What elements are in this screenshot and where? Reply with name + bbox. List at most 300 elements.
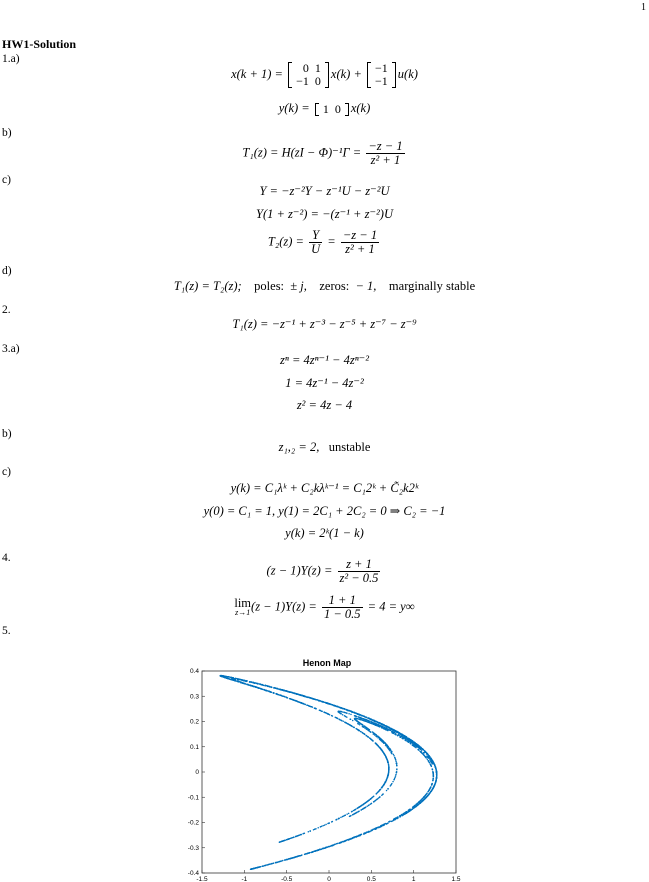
henon-point <box>257 683 259 685</box>
henon-point <box>284 859 286 861</box>
henon-point <box>434 764 436 766</box>
henon-point <box>263 689 265 691</box>
henon-point <box>436 773 438 775</box>
henon-point <box>378 826 380 828</box>
henon-point <box>310 697 312 699</box>
henon-map-chart <box>175 655 475 882</box>
henon-point <box>322 825 324 827</box>
henon-point <box>297 835 299 837</box>
henon-point <box>377 792 379 794</box>
henon-point <box>420 799 422 801</box>
henon-point <box>431 783 433 785</box>
henon-point <box>381 726 383 728</box>
henon-point <box>308 831 310 833</box>
henon-point <box>384 824 386 826</box>
henon-point <box>407 811 409 813</box>
henon-point <box>366 727 368 729</box>
henon-point <box>312 851 314 853</box>
henon-point <box>400 737 402 739</box>
henon-point <box>379 796 381 798</box>
henon-point <box>393 732 395 734</box>
henon-point <box>355 809 357 811</box>
henon-point <box>399 816 401 818</box>
henon-point <box>287 859 289 861</box>
henon-point <box>342 714 344 716</box>
henon-point <box>325 712 327 714</box>
henon-point <box>387 761 389 763</box>
label-1c: c) <box>2 174 11 186</box>
henon-point <box>309 706 311 708</box>
henon-point <box>382 727 384 729</box>
henon-point <box>244 683 246 685</box>
henon-point <box>283 696 285 698</box>
henon-point <box>319 849 321 851</box>
henon-point <box>361 809 363 811</box>
henon-point <box>372 797 374 799</box>
henon-point <box>351 811 353 813</box>
henon-point <box>387 730 389 732</box>
equation-1d: T₁(z) = T₂(z); poles: ± j, zeros: − 1, marginally stable <box>173 279 476 293</box>
henon-point <box>357 721 359 723</box>
equation-2: T₁(z) = −z⁻¹ + z⁻³ − z⁻⁵ + z⁻⁷ − z⁻⁹ <box>232 317 417 331</box>
matrix-phi: 0 1 −1 0 <box>288 62 329 88</box>
henon-point <box>371 721 373 723</box>
henon-point <box>360 731 362 733</box>
henon-point <box>278 688 280 690</box>
henon-point <box>432 780 434 782</box>
henon-point <box>379 747 381 749</box>
henon-point <box>258 866 260 868</box>
henon-point <box>386 780 388 782</box>
henon-point <box>297 694 299 696</box>
henon-point <box>396 763 398 765</box>
henon-point <box>308 852 310 854</box>
equation-4-1: (z − 1)Y(z) = $\frac{z + 1}{\text{z² − 0.5}}$ <box>266 557 379 585</box>
henon-point <box>340 720 342 722</box>
henon-point <box>234 679 236 681</box>
henon-point <box>418 749 420 751</box>
henon-point <box>298 701 300 703</box>
henon-point <box>379 737 381 739</box>
x-tick-label: 0.5 <box>366 876 376 882</box>
henon-point <box>361 717 363 719</box>
henon-point <box>384 754 386 756</box>
henon-point <box>267 690 269 692</box>
equation-3c-1: y(k) = C₁λᵏ + C₂kλᵏ⁻¹ = C₁2ᵏ + C̃₂k2ᵏ <box>230 481 419 495</box>
equation-3a-2: 1 = 4z⁻¹ − 4z⁻² <box>285 376 364 390</box>
equation-3a-3: z² = 4z − 4 <box>296 398 353 412</box>
henon-point <box>364 719 366 721</box>
henon-point <box>262 684 264 686</box>
x-tick-label: 0 <box>327 876 331 882</box>
henon-point <box>351 725 353 727</box>
henon-point <box>366 806 368 808</box>
henon-point <box>246 684 248 686</box>
henon-point <box>265 685 267 687</box>
henon-point <box>364 832 366 834</box>
henon-point <box>368 730 370 732</box>
henon-point <box>383 741 385 743</box>
henon-point <box>395 734 397 736</box>
henon-point <box>302 695 304 697</box>
henon-point <box>255 686 257 688</box>
henon-point <box>361 724 363 726</box>
henon-point <box>269 686 271 688</box>
henon-point <box>346 709 348 711</box>
henon-point <box>387 747 389 749</box>
x-tick-label: -0.5 <box>281 876 293 882</box>
henon-point <box>375 828 377 830</box>
equation-1c-3: T₂(z) = $\frac{Y}{U}$ = $\frac{-z - 1}{\text{z² + 1}}$ <box>267 228 378 256</box>
henon-point <box>326 702 328 704</box>
henon-point <box>348 839 350 841</box>
label-3a: 3.a) <box>2 343 20 355</box>
henon-point <box>405 812 407 814</box>
henon-point <box>427 795 429 797</box>
henon-point <box>369 720 371 722</box>
henon-point <box>366 717 368 719</box>
henon-point <box>387 775 389 777</box>
label-3b: b) <box>2 428 12 440</box>
henon-point <box>381 750 383 752</box>
henon-point <box>276 862 278 864</box>
henon-point <box>416 803 418 805</box>
henon-point <box>411 742 413 744</box>
y-tick-label: -0.4 <box>187 870 199 878</box>
henon-point <box>436 777 438 779</box>
henon-point <box>409 741 411 743</box>
henon-point <box>375 742 377 744</box>
henon-point <box>309 697 311 699</box>
henon-point <box>315 708 317 710</box>
equation-1a-state: x(k + 1) = 0 1 −1 0 x(k) + −1 −1 u(k) <box>231 61 418 88</box>
henon-point <box>324 847 326 849</box>
henon-point <box>379 739 381 741</box>
henon-point <box>388 771 390 773</box>
henon-point <box>252 685 254 687</box>
henon-point <box>356 720 358 722</box>
henon-point <box>367 728 369 730</box>
henon-point <box>353 727 355 729</box>
henon-point <box>387 788 389 790</box>
henon-point <box>430 787 432 789</box>
henon-point <box>394 776 396 778</box>
henon-point <box>434 783 436 785</box>
henon-point <box>281 695 283 697</box>
equation-3a-1: zⁿ = 4zⁿ⁻¹ − 4zⁿ⁻² <box>280 353 369 367</box>
henon-point <box>381 723 383 725</box>
henon-point <box>290 691 292 693</box>
henon-point <box>432 768 434 770</box>
henon-point <box>358 714 360 716</box>
label-4: 4. <box>2 552 11 564</box>
henon-point <box>347 723 349 725</box>
henon-point <box>364 726 366 728</box>
henon-point <box>306 704 308 706</box>
henon-point <box>416 745 418 747</box>
henon-point <box>306 696 308 698</box>
henon-point <box>355 836 357 838</box>
matrix-h: 1 0 <box>315 103 349 116</box>
henon-point <box>300 834 302 836</box>
henon-point <box>387 777 389 779</box>
henon-point <box>388 763 390 765</box>
henon-point <box>376 744 378 746</box>
equation-4-2: lim z→1 (z − 1)Y(z) = $\frac{1 + 1}{1 - 0.5}$ = 4 = y∞ <box>234 593 415 621</box>
x-tick-label: -1.5 <box>196 876 208 882</box>
henon-point <box>317 849 319 851</box>
henon-point <box>425 751 427 753</box>
henon-point <box>378 726 380 728</box>
henon-point <box>371 803 373 805</box>
henon-point <box>428 761 430 763</box>
henon-point <box>424 798 426 800</box>
henon-point <box>427 759 429 761</box>
henon-point <box>365 720 367 722</box>
henon-point <box>417 747 419 749</box>
henon-point <box>390 784 392 786</box>
henon-point <box>276 693 278 695</box>
henon-point <box>391 730 393 732</box>
henon-point <box>431 758 433 760</box>
henon-point <box>271 863 273 865</box>
henon-point <box>292 699 294 701</box>
henon-point <box>393 755 395 757</box>
henon-point <box>291 692 293 694</box>
henon-point <box>342 816 344 818</box>
henon-point <box>236 680 238 682</box>
henon-point <box>384 727 386 729</box>
henon-point <box>367 721 369 723</box>
henon-point <box>417 744 419 746</box>
henon-point <box>357 718 359 720</box>
henon-point <box>393 754 395 756</box>
henon-point <box>381 739 383 741</box>
henon-point <box>357 835 359 837</box>
henon-point <box>286 839 288 841</box>
henon-point <box>385 782 387 784</box>
equation-3c-3: y(k) = 2ᵏ(1 − k) <box>285 526 364 540</box>
henon-point <box>340 707 342 709</box>
henon-point <box>346 839 348 841</box>
henon-point <box>286 697 288 699</box>
henon-point <box>261 688 263 690</box>
henon-point <box>386 790 388 792</box>
henon-point <box>282 689 284 691</box>
henon-point <box>359 835 361 837</box>
henon-point <box>395 759 397 761</box>
henon-point <box>226 676 228 678</box>
henon-point <box>291 857 293 859</box>
henon-point <box>294 857 296 859</box>
henon-point <box>391 753 393 755</box>
henon-point <box>386 823 388 825</box>
henon-point <box>373 733 375 735</box>
henon-point <box>348 713 350 715</box>
y-tick-label: 0.4 <box>189 668 199 676</box>
henon-point <box>290 698 292 700</box>
chart-title: Henon Map <box>302 658 352 668</box>
henon-point <box>321 826 323 828</box>
henon-point <box>315 699 317 701</box>
henon-point <box>382 786 384 788</box>
henon-point <box>298 855 300 857</box>
henon-point <box>273 692 275 694</box>
equation-1a-output: y(k) = 1 0 x(k) <box>278 101 371 116</box>
henon-point <box>280 861 282 863</box>
x-tick-label: 1.5 <box>451 876 461 882</box>
henon-point <box>370 731 372 733</box>
henon-point <box>336 705 338 707</box>
henon-point <box>265 690 267 692</box>
henon-point <box>404 813 406 815</box>
henon-point <box>385 725 387 727</box>
henon-point <box>421 750 423 752</box>
henon-point <box>384 742 386 744</box>
henon-point <box>243 679 245 681</box>
henon-point <box>354 718 356 720</box>
henon-point <box>423 796 425 798</box>
henon-point <box>381 794 383 796</box>
henon-point <box>359 717 361 719</box>
henon-point <box>368 805 370 807</box>
label-3c: c) <box>2 466 11 478</box>
y-tick-label: -0.2 <box>187 819 199 827</box>
henon-point <box>379 789 381 791</box>
henon-point <box>362 718 364 720</box>
henon-point <box>386 744 388 746</box>
henon-point <box>339 842 341 844</box>
henon-point <box>352 711 354 713</box>
plot-area <box>202 671 456 873</box>
henon-point <box>388 767 390 769</box>
henon-point <box>314 828 316 830</box>
henon-point <box>436 772 438 774</box>
henon-point <box>373 801 375 803</box>
henon-point <box>289 858 291 860</box>
henon-point <box>321 848 323 850</box>
henon-point <box>327 713 329 715</box>
henon-point <box>386 758 388 760</box>
henon-point <box>427 791 429 793</box>
henon-point <box>383 724 385 726</box>
henon-point <box>382 740 384 742</box>
henon-point <box>259 683 261 685</box>
henon-point <box>389 747 391 749</box>
henon-point <box>302 833 304 835</box>
henon-point <box>295 700 297 702</box>
henon-point <box>305 704 307 706</box>
henon-point <box>433 775 435 777</box>
henon-point <box>374 722 376 724</box>
henon-point <box>260 688 262 690</box>
henon-point <box>402 734 404 736</box>
henon-point <box>429 788 431 790</box>
henon-point <box>324 824 326 826</box>
y-tick-label: 0.1 <box>189 743 199 751</box>
henon-point <box>376 721 378 723</box>
henon-point <box>246 680 248 682</box>
henon-point <box>401 737 403 739</box>
henon-point <box>431 761 433 763</box>
henon-point <box>354 712 356 714</box>
henon-point <box>373 720 375 722</box>
henon-point <box>412 808 414 810</box>
henon-point <box>370 718 372 720</box>
henon-point <box>388 769 390 771</box>
henon-point <box>417 805 419 807</box>
henon-point <box>396 765 398 767</box>
henon-point <box>284 839 286 841</box>
henon-point <box>344 840 346 842</box>
equation-1b: T₁(z) = H(zI − Φ)⁻¹Γ = $\frac{-z - 1}{\text{z² + 1}}$ <box>242 139 403 167</box>
henon-point <box>338 818 340 820</box>
henon-point <box>362 733 364 735</box>
henon-point <box>391 821 393 823</box>
henon-point <box>352 814 354 816</box>
henon-point <box>287 691 289 693</box>
henon-point <box>377 745 379 747</box>
henon-point <box>242 682 244 684</box>
henon-point <box>356 712 358 714</box>
henon-point <box>258 688 260 690</box>
henon-point <box>405 738 407 740</box>
henon-point <box>319 700 321 702</box>
henon-point <box>396 771 398 773</box>
henon-point <box>429 758 431 760</box>
henon-point <box>341 841 343 843</box>
henon-point <box>317 827 319 829</box>
henon-point <box>422 798 424 800</box>
henon-point <box>420 802 422 804</box>
henon-point <box>354 715 356 717</box>
y-tick-label: 0.2 <box>189 718 199 726</box>
henon-point <box>279 694 281 696</box>
henon-point <box>374 734 376 736</box>
henon-point <box>322 848 324 850</box>
henon-point <box>393 730 395 732</box>
henon-point <box>342 711 344 713</box>
henon-point <box>275 687 277 689</box>
henon-point <box>348 813 350 815</box>
henon-point <box>310 830 312 832</box>
henon-point <box>270 691 272 693</box>
henon-point <box>337 842 339 844</box>
henon-point <box>321 710 323 712</box>
henon-point <box>293 836 295 838</box>
henon-point <box>332 821 334 823</box>
henon-point <box>368 717 370 719</box>
henon-point <box>296 856 298 858</box>
henon-point <box>344 814 346 816</box>
henon-point <box>373 796 375 798</box>
henon-point <box>261 865 263 867</box>
henon-point <box>409 739 411 741</box>
henon-point <box>369 831 371 833</box>
henon-point <box>365 802 367 804</box>
henon-point <box>359 724 361 726</box>
henon-point <box>263 685 265 687</box>
henon-point <box>414 742 416 744</box>
henon-point <box>301 702 303 704</box>
henon-point <box>361 715 363 717</box>
henon-point <box>374 800 376 802</box>
henon-point <box>371 723 373 725</box>
henon-point <box>371 830 373 832</box>
henon-point <box>349 816 351 818</box>
henon-point <box>300 855 302 857</box>
henon-point <box>254 868 256 870</box>
